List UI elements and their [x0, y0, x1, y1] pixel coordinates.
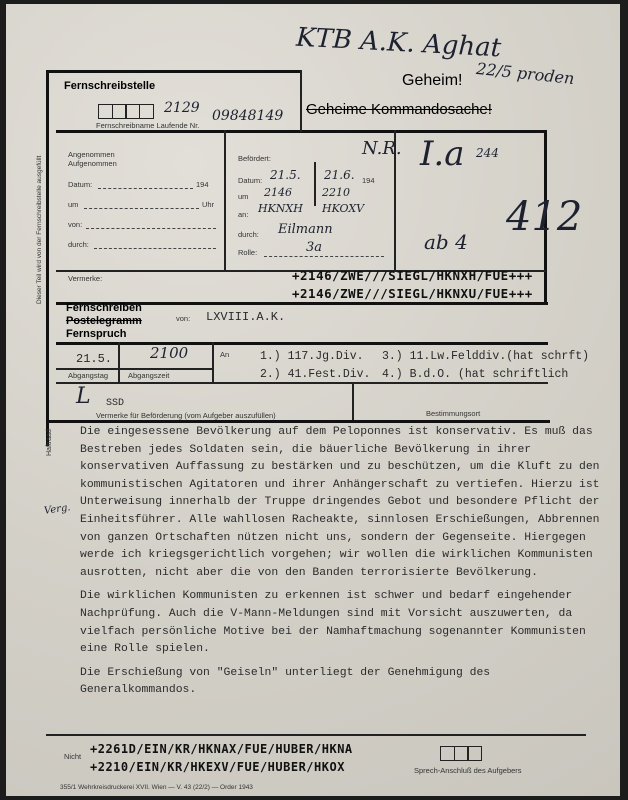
- footer-teletype-1: +2261D/EIN/KR/HKNAX/FUE/HUBER/HKNA: [90, 742, 353, 756]
- abgangstag: 21.5.: [76, 352, 113, 366]
- forwarded-datum-1: 21.5.: [270, 168, 301, 182]
- handwritten-top-note: KTB A.K. Aghat: [295, 22, 502, 64]
- name-boxes: [98, 104, 152, 119]
- number-left: 2129: [164, 100, 200, 116]
- vermerke-line-2: +2146/ZWE///SIEGL/HKNXU/FUE+++: [292, 286, 533, 301]
- handwritten-mark: ab 4: [424, 230, 468, 254]
- bestimmungsort-label: Bestimmungsort: [426, 409, 481, 418]
- forwarded-mid-divider: [314, 162, 316, 206]
- abgang-line: [56, 368, 212, 370]
- message-body: [80, 424, 600, 706]
- document-page: [6, 4, 620, 796]
- angenommen-label: Angenommen: [68, 150, 115, 159]
- received-year: 194: [196, 180, 209, 189]
- abgangszeit: 2100: [150, 344, 189, 362]
- type-postelegramm: Postelegramm: [66, 315, 142, 327]
- forwarded-durch-label: durch:: [238, 230, 259, 239]
- received-uhr-label: Uhr: [202, 200, 215, 209]
- handwritten-ia: I.a: [420, 134, 465, 174]
- body-paragraph-1: Die eingesessene Bevölkerung auf dem Peloponnes ist konservativ. Es muß das Bestreben jedes Soldaten sein, die bäuerliche Bevölkerung in ihrer konservativen Auffassung zu bestärken und zu beschützen, um die Kluft zu den kommunistischen Agitatoren und ihrer Anhängerschaft zu vertiefen. Hierzu ist Unterweisung innerhalb der Truppe dringendes Gebot und besondere Pflicht der Einheitsführer. Alle wahllosen Racheakte, sinnlosen Erschießungen, Abbrennen von ganzen Ortschaften nützen nicht uns, sondern der Gegenseite. Hiergegen werde ich kriegsgerichtlich vorgehen; wir wollen die wirklichen Kommunisten ausrotten, nicht aber die von den Banden terrorisierte Bevölkerung.: [80, 426, 600, 579]
- nicht-label: Nicht: [64, 752, 82, 761]
- handwritten-number: 412: [506, 194, 583, 240]
- ssd-label: SSD: [106, 398, 125, 409]
- recipient-4: 4.) B.d.O. (hat schriftlich: [382, 368, 569, 381]
- subtitle-label: Fernschreibname Laufende Nr.: [96, 121, 200, 130]
- message-mid-line: [56, 342, 548, 345]
- forwarded-durch-value: Eilmann: [278, 222, 333, 237]
- type-fernspruch: Fernspruch: [66, 328, 127, 340]
- forwarded-an-label: an:: [238, 210, 249, 219]
- frame-top: [46, 70, 300, 73]
- forwarded-rolle-value: 3a: [306, 240, 323, 255]
- forwarded-um-1: 2146: [264, 186, 292, 199]
- number-right: 09848149: [212, 108, 284, 124]
- forwarded-an-1: HKNXH: [258, 202, 303, 215]
- vermerke-befoerderung-label: Vermerke für Beförderung (vom Aufgeber auszufüllen): [96, 411, 276, 420]
- abgang-divider-1: [118, 342, 120, 382]
- header-divider: [300, 70, 302, 132]
- haftraad-label: Haftraad: [46, 429, 53, 456]
- received-um-label: um: [68, 200, 79, 209]
- forwarded-um-2: 2210: [322, 186, 350, 199]
- forwarded-year: 194: [362, 176, 375, 185]
- vertical-note: Dieser Teil wird von der Fernschreibstelle ausgefüllt: [36, 155, 43, 304]
- footer-teletype-2: +2210/EIN/KR/HKEXV/FUE/HUBER/HKOX: [90, 760, 345, 774]
- footer-top-line: [46, 734, 586, 736]
- aufgenommen-label: Aufgenommen: [68, 159, 117, 168]
- vermerke-label: Vermerke:: [68, 274, 103, 283]
- forwarded-rolle-label: Rolle:: [238, 248, 258, 257]
- ssd-divider: [352, 382, 354, 420]
- printer-note: 355/1 Wehrkreisdruckerei XVII. Wien — V. 43 (22/2) — Order 1943: [60, 784, 253, 791]
- anschluss-boxes: [440, 746, 481, 761]
- margin-note: Verg.: [43, 502, 72, 517]
- body-top-line: [46, 420, 550, 423]
- received-von-label: von:: [68, 220, 83, 229]
- handwritten-code: 244: [476, 146, 499, 160]
- recipient-3: 3.) 11.Lw.Felddiv.(hat schrft): [382, 350, 590, 363]
- abgangstag-label: Abgangstag: [68, 371, 109, 380]
- vermerke-line-1: +2146/ZWE///SIEGL/HKNXH/FUE+++: [292, 268, 533, 283]
- recipient-1: 1.) 117.Jg.Div.: [260, 350, 364, 363]
- message-von-label: von:: [176, 314, 191, 323]
- received-durch-label: durch:: [68, 240, 89, 249]
- abgangszeit-label: Abgangszeit: [128, 371, 170, 380]
- body-paragraph-3: Die Erschießung von "Geiseln" unterliegt der Genehmigung des Generalkommandos.: [80, 666, 491, 697]
- handwritten-nr: N.R.: [362, 138, 402, 159]
- kommandosache-label: Geheime Kommandosache!: [306, 101, 492, 118]
- type-fernschreiben: Fernschreiben: [66, 302, 142, 314]
- forwarded-datum-2: 21.6.: [324, 168, 355, 182]
- anschluss-label: Sprech-Anschluß des Aufgebers: [414, 766, 522, 775]
- abgang-divider-2: [212, 342, 214, 382]
- geheim-label: Geheim!: [402, 72, 463, 89]
- received-datum-label: Datum:: [68, 180, 93, 189]
- frame-left: [46, 70, 49, 446]
- forwarded-an-2: HKOXV: [322, 202, 365, 215]
- body-paragraph-2: Die wirklichen Kommunisten zu erkennen ist schwer und bedarf eingehender Nachprüfung. Auch die V-Mann-Meldungen sind mit Vorsicht auszuwerten, da vielfach persönliche Motive bei der Namhaftmachung sogenannter Kommunisten eine Rolle spielen.: [80, 590, 586, 656]
- an-label: An: [220, 350, 230, 359]
- message-sender: LXVIII.A.K.: [206, 310, 286, 324]
- recipient-2: 2.) 41.Fest.Div.: [260, 368, 371, 381]
- forwarded-datum-label: Datum:: [238, 176, 263, 185]
- ssd-tick: L: [76, 384, 91, 409]
- ssd-top-line: [56, 382, 548, 384]
- received-divider: [224, 130, 226, 270]
- handwritten-top-right-note: 22/5 proden: [475, 58, 576, 89]
- forwarded-um-label: um: [238, 192, 249, 201]
- forwarded-label: Befördert:: [238, 154, 271, 163]
- station-label: Fernschreibstelle: [64, 80, 156, 92]
